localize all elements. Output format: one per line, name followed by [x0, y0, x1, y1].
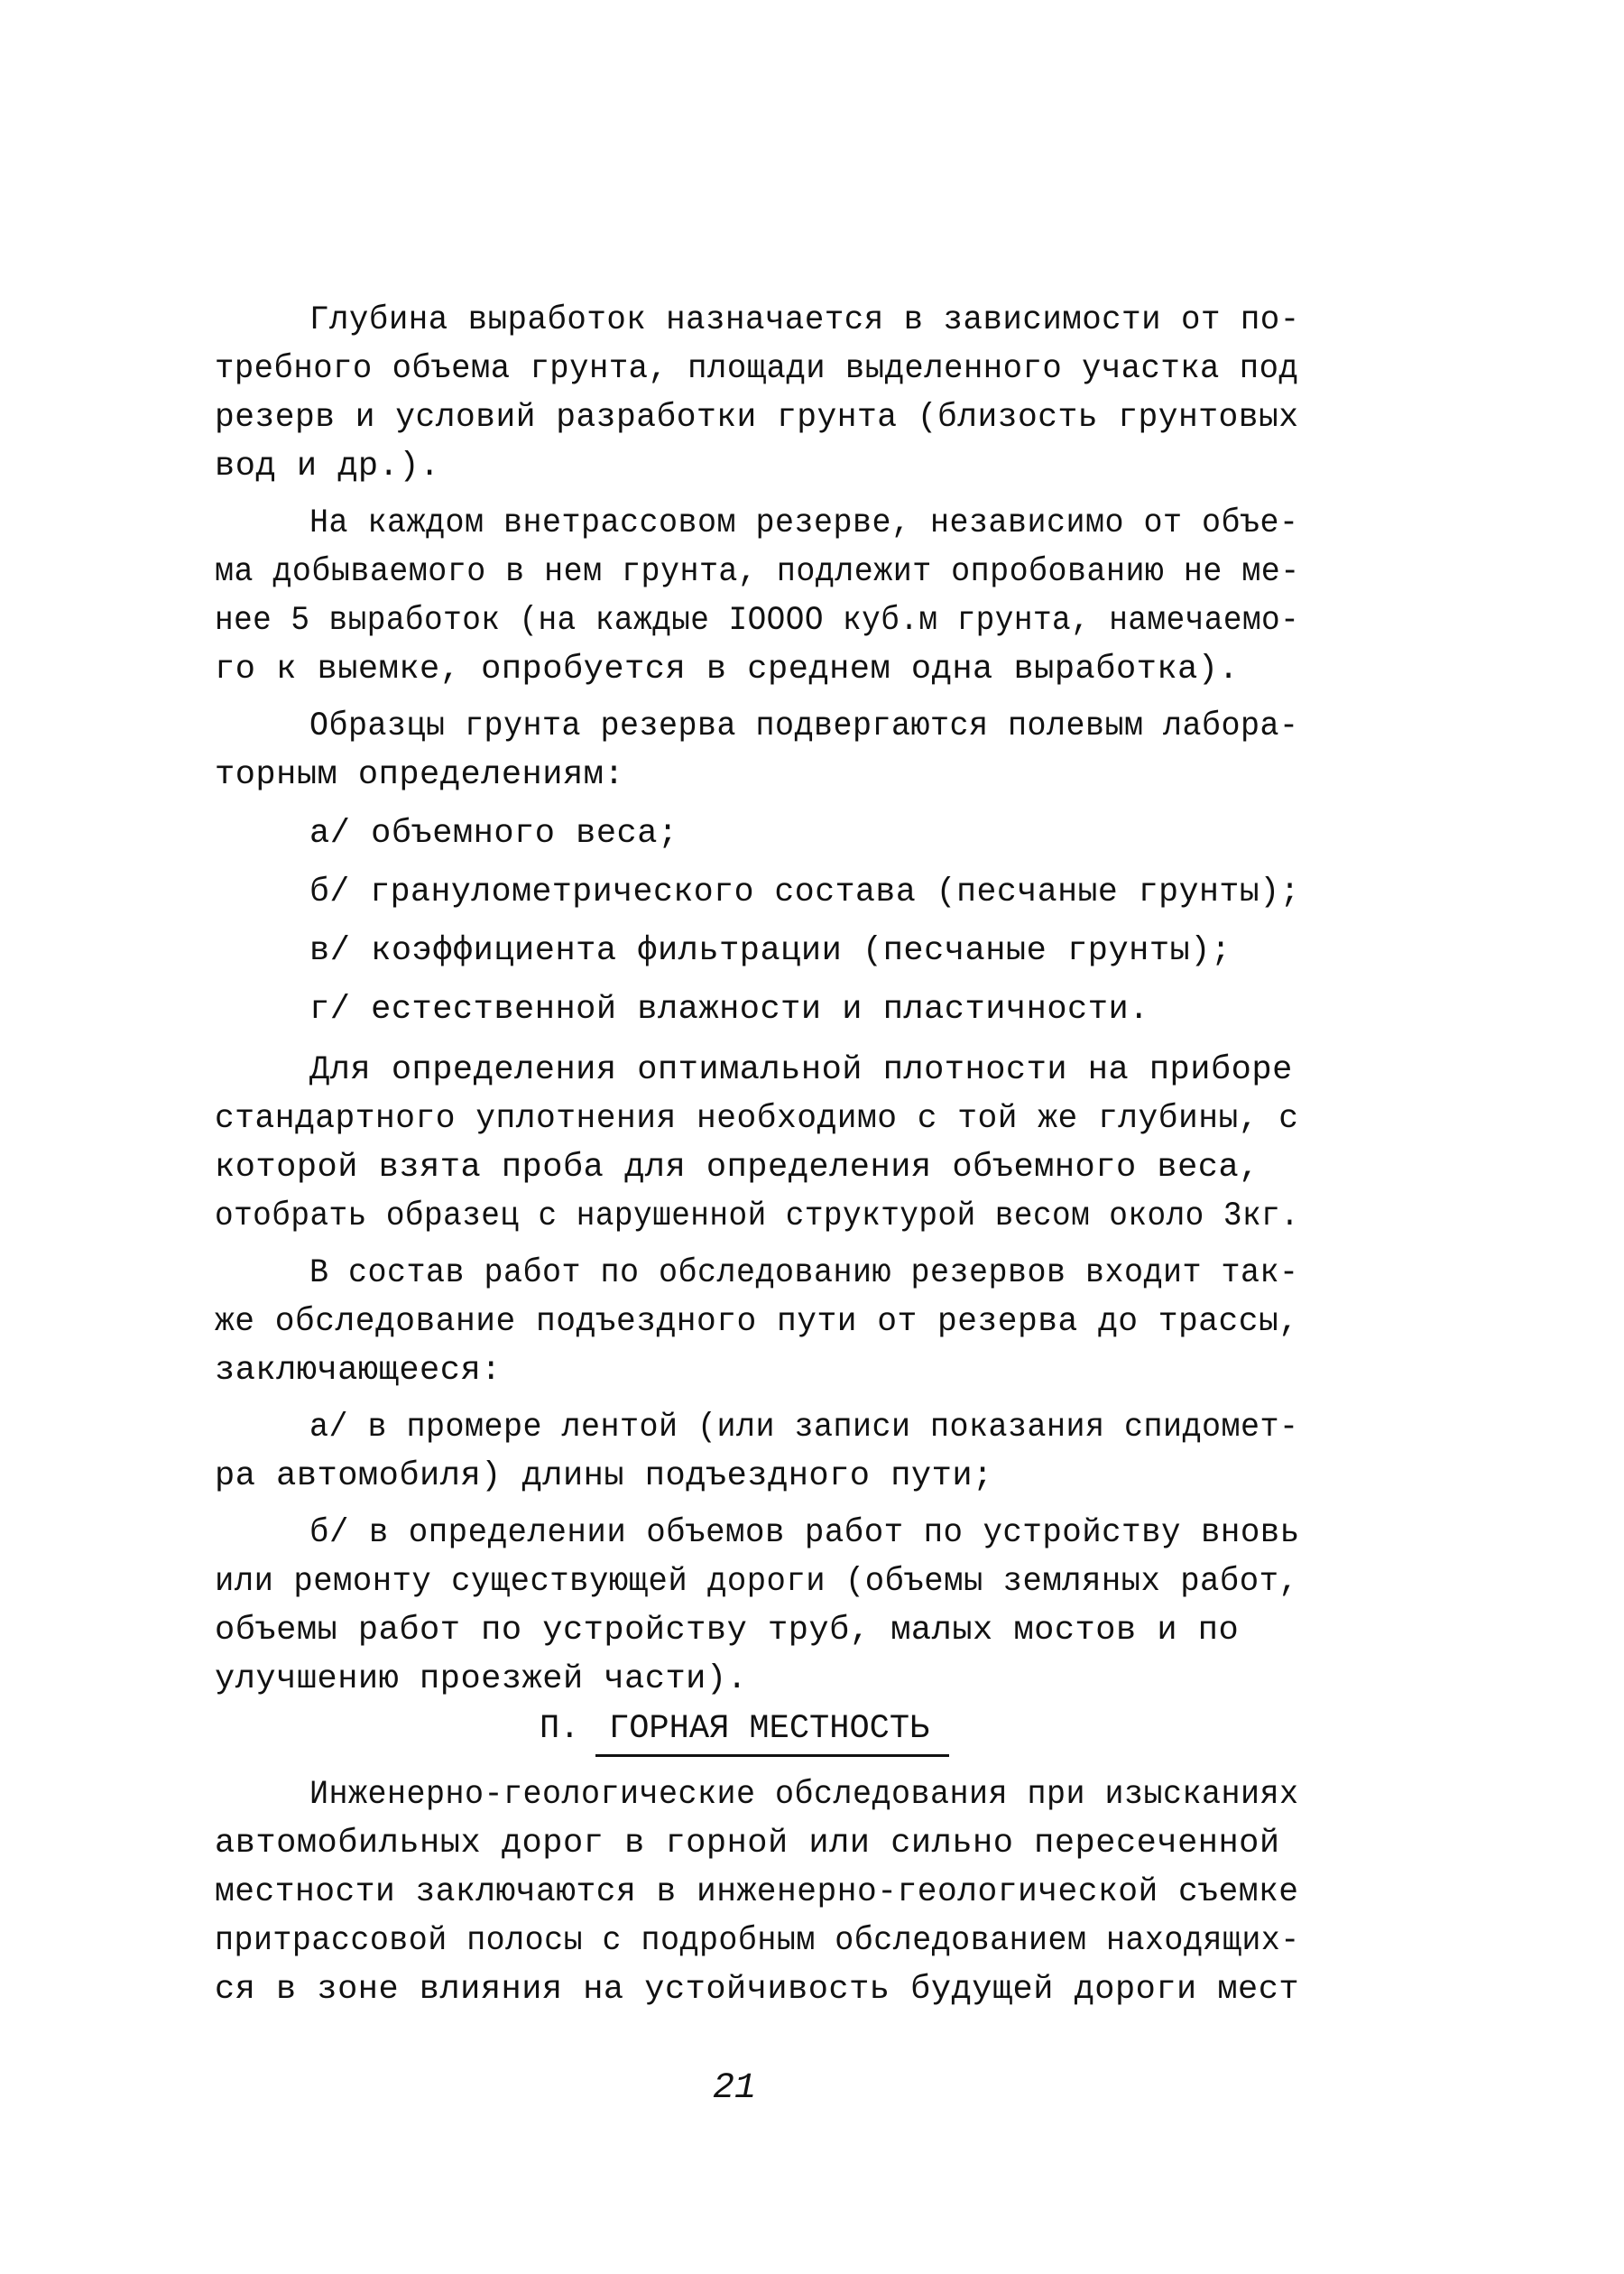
- text-line: или ремонту существующей дороги (объемы земляных работ,: [215, 1563, 1299, 1601]
- text-line: которой взята проба для определения объемного веса,: [215, 1149, 1260, 1187]
- list-item: а/ в промере лентой (или записи показания спидомет-: [309, 1409, 1299, 1447]
- text-line: резерв и условий разработки грунта (близость грунтовых: [215, 399, 1299, 437]
- text-line: Образцы грунта резерва подвергаются полевым лабора-: [309, 707, 1299, 745]
- text-line: На каждом внетрассовом резерве, независимо от объе-: [309, 504, 1299, 542]
- text-line: Для определения оптимальной плотности на приборе: [309, 1051, 1293, 1089]
- text-line: местности заключаются в инженерно-геологической съемке: [215, 1873, 1299, 1911]
- text-line: Инженерно-геологические обследования при изысканиях: [309, 1776, 1299, 1814]
- list-item: б/ в определении объемов работ по устройству вновь: [309, 1514, 1300, 1552]
- text-line: же обследование подъездного пути от резерва до трассы,: [215, 1303, 1299, 1341]
- text-line: притрассовой полосы с подробным обследованием находящих-: [215, 1922, 1300, 1960]
- list-item: б/ гранулометрического состава (песчаные грунты);: [309, 874, 1301, 911]
- list-item: в/ коэффициента фильтрации (песчаные грунты);: [309, 932, 1232, 970]
- text-line: Глубина выработок назначается в зависимости от по-: [309, 301, 1300, 339]
- section-title: ГОРНАЯ МЕСТНОСТЬ: [609, 1710, 930, 1748]
- text-line: ра автомобиля) длины подъездного пути;: [215, 1457, 993, 1495]
- text-line: В состав работ по обследованию резервов входит так-: [309, 1254, 1299, 1292]
- text-line: улучшению проезжей части).: [215, 1660, 748, 1698]
- text-line: требного объема грунта, площади выделенного участка под: [215, 350, 1299, 388]
- section-number: П.: [540, 1710, 580, 1748]
- list-item: а/ объемного веса;: [309, 815, 678, 853]
- text-line: стандартного уплотнения необходимо с той же глубины, с: [215, 1100, 1299, 1138]
- text-line: торным определениям:: [215, 756, 625, 794]
- text-line: ма добываемого в нем грунта, подлежит опробованию не ме-: [215, 553, 1300, 591]
- page-number: 21: [713, 2068, 757, 2109]
- text-line: нее 5 выработок (на каждые IOOOO куб.м грунта, намечаемо-: [215, 602, 1300, 640]
- text-line: объемы работ по устройству труб, малых мостов и по: [215, 1612, 1240, 1650]
- text-line: отобрать образец с нарушенной структурой весом около 3кг.: [215, 1197, 1300, 1235]
- text-line: ся в зоне влияния на устойчивость будущей дороги мест: [215, 1971, 1300, 2009]
- text-line: автомобильных дорог в горной или сильно пересеченной: [215, 1825, 1280, 1863]
- text-line: го к выемке, опробуется в среднем одна выработка).: [215, 651, 1240, 689]
- section-title-underline: [595, 1754, 949, 1757]
- text-line: заключающееся:: [215, 1352, 502, 1390]
- list-item: г/ естественной влажности и пластичности.: [309, 991, 1149, 1029]
- text-line: вод и др.).: [215, 448, 440, 485]
